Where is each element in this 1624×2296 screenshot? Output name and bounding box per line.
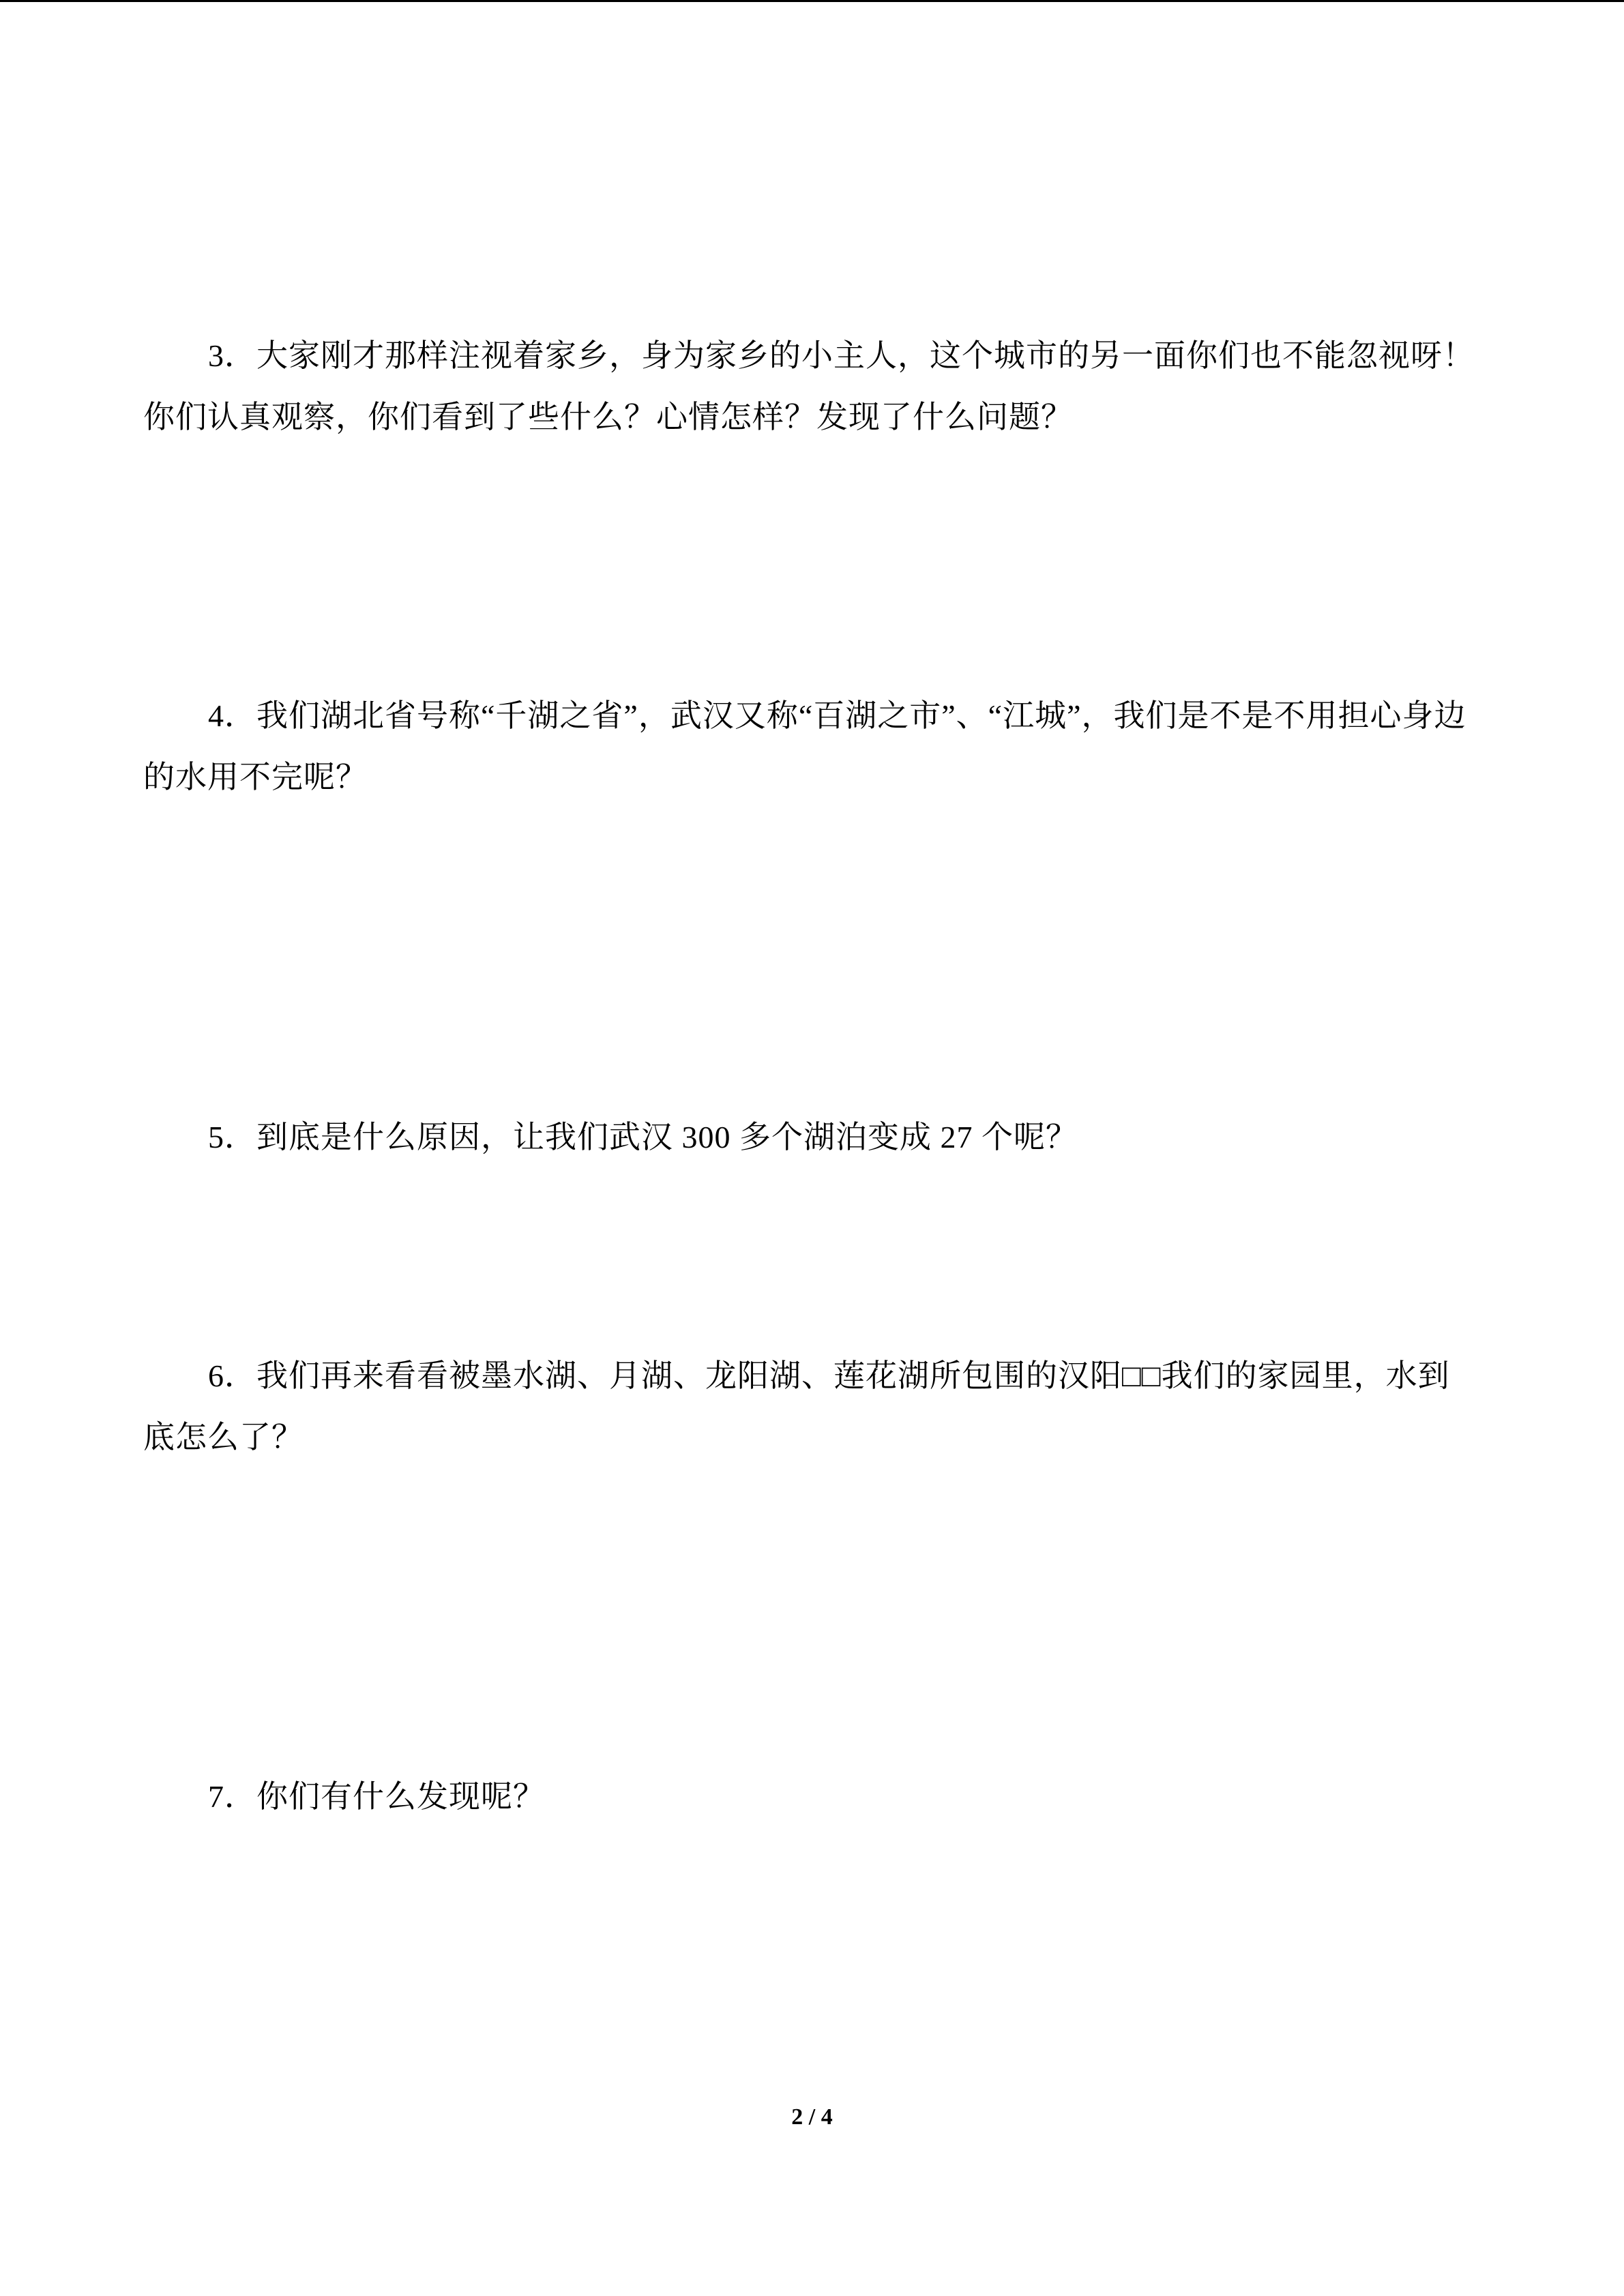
question-4: 4．我们湖北省号称“千湖之省”，武汉又称“百湖之市”、“江城”，我们是不是不用担心身边的水用不完呢？ <box>143 698 1466 794</box>
question-5: 5．到底是什么原因，让我们武汉 300 多个湖泊变成 27 个呢？ <box>208 1120 1078 1154</box>
question-6: 6．我们再来看看被墨水湖、月湖、龙阳湖、莲花湖所包围的汉阳□□我们的家园里，水到底怎么了？ <box>143 1358 1450 1455</box>
question-3: 3．大家刚才那样注视着家乡，身为家乡的小主人，这个城市的另一面你们也不能忽视呀！你们认真观察，你们看到了些什么？心情怎样？发现了什么问题？ <box>143 338 1475 434</box>
question-7: 7．你们有什么发现呢？ <box>208 1779 545 1814</box>
page-number: 2 / 4 <box>791 2104 833 2130</box>
